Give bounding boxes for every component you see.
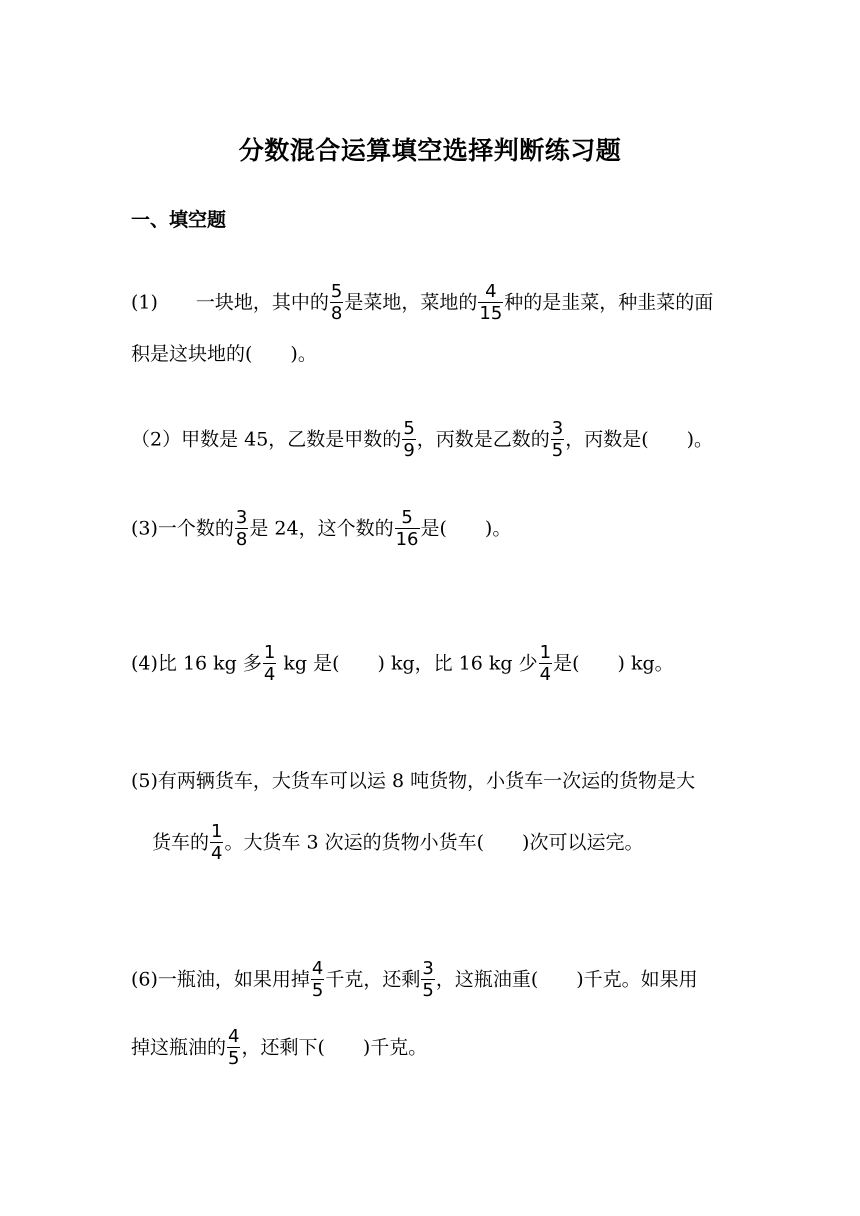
numerator: 4	[478, 281, 503, 303]
numerator: 1	[539, 642, 552, 663]
q6-fraction-2	[421, 958, 434, 1001]
numerator: 4	[228, 1026, 240, 1047]
q6-fraction-1	[311, 958, 324, 1001]
q6-text-c: ，这瓶油重( )千克。如果用	[435, 968, 698, 991]
question-2	[131, 419, 713, 462]
q3-text-b: 是 24，这个数的	[249, 517, 394, 540]
denominator: 5	[551, 440, 564, 461]
q2-fraction-1	[402, 418, 415, 461]
q1-fraction-2	[478, 281, 503, 324]
question-1-line-1	[131, 282, 713, 325]
q6-fraction-3	[227, 1026, 240, 1069]
question-6-line-2	[131, 1027, 427, 1070]
q2-text-b: ，丙数是乙数的	[416, 428, 550, 451]
numerator: 5	[403, 418, 415, 439]
q3-text-a: (3)一个数的	[131, 517, 234, 540]
q5-text-a: 货车的	[152, 831, 210, 854]
q3-fraction-1	[235, 507, 248, 550]
denominator: 5	[228, 1048, 240, 1069]
denominator: 16	[395, 529, 419, 550]
q6-text-a: (6)一瓶油，如果用掉	[131, 968, 310, 991]
q1-text-a: (1) 一块地，其中的	[131, 291, 329, 314]
denominator: 8	[330, 303, 343, 324]
denominator: 4	[211, 843, 223, 864]
denominator: 5	[311, 980, 324, 1001]
page-title: 分数混合运算填空选择判断练习题	[238, 136, 622, 165]
numerator: 5	[330, 281, 343, 302]
q5-fraction-1	[210, 821, 223, 864]
denominator: 15	[479, 303, 503, 324]
denominator: 5	[422, 980, 434, 1001]
numerator: 1	[211, 821, 223, 842]
numerator: 3	[235, 507, 248, 528]
q2-text-a: （2）甲数是 45，乙数是甲数的	[131, 428, 402, 451]
denominator: 4	[539, 664, 552, 685]
question-5-line-2	[152, 822, 643, 865]
q3-text-c: 是( )。	[420, 517, 512, 540]
numerator: 4	[311, 958, 324, 979]
q4-text-c: 是( ) kg。	[553, 652, 674, 675]
q3-fraction-2	[395, 507, 420, 550]
q4-text-b: kg 是( ) kg，比 16 kg 少	[277, 652, 538, 675]
q2-fraction-2	[551, 418, 564, 461]
question-4	[131, 643, 674, 686]
denominator: 8	[235, 529, 248, 550]
section-heading: 一、填空题	[131, 209, 227, 231]
question-1-line-2: 积是这块地的( )。	[131, 343, 317, 365]
numerator: 1	[263, 642, 276, 663]
numerator: 3	[551, 418, 564, 439]
q2-text-c: ，丙数是( )。	[565, 428, 714, 451]
question-3	[131, 508, 511, 551]
denominator: 9	[403, 440, 415, 461]
denominator: 4	[263, 664, 276, 685]
q4-text-a: (4)比 16 kg 多	[131, 652, 262, 675]
q4-fraction-2	[539, 642, 552, 685]
numerator: 5	[395, 507, 420, 529]
q1-text-b: 是菜地，菜地的	[344, 291, 478, 314]
q6-text-b: 千克，还剩	[325, 968, 421, 991]
q6-text-e: ，还剩下( )千克。	[241, 1036, 428, 1059]
numerator: 3	[422, 958, 434, 979]
q1-fraction-1	[330, 281, 343, 324]
q6-text-d: 掉这瓶油的	[131, 1036, 227, 1059]
q5-text-b: 。大货车 3 次运的货物小货车( )次可以运完。	[224, 831, 644, 854]
question-6-line-1	[131, 959, 698, 1002]
q4-fraction-1	[263, 642, 276, 685]
q1-text-c: 种的是韭菜，种韭菜的面	[504, 291, 714, 314]
question-5-line-1: (5)有两辆货车，大货车可以运 8 吨货物，小货车一次运的货物是大	[131, 770, 696, 792]
